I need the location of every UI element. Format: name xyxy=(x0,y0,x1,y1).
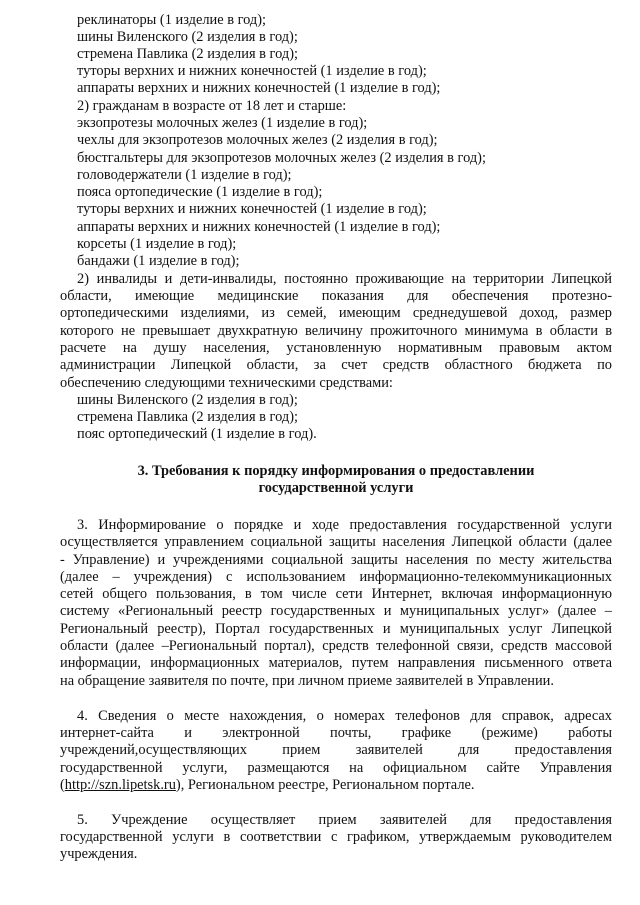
list-item: шины Виленского (2 изделия в год); xyxy=(77,29,298,45)
paragraph-line: государственной услуги, размещаются на официальном сайте Управления xyxy=(60,760,612,776)
paragraph-line: обеспечению следующими техническими средствами: xyxy=(60,375,393,391)
list-item: чехлы для экзопротезов молочных желез (2 изделия в год); xyxy=(77,132,438,148)
paragraph-line: ортопедическими изделиями, из семей, имеющим среднедушевой доход, размер xyxy=(60,305,612,321)
paragraph-line: государственной услуги в соответствии с графиком, утверждаемым руководителем xyxy=(60,829,612,845)
list-item: бандажи (1 изделие в год); xyxy=(77,253,240,269)
paragraph-line: учреждения. xyxy=(60,846,138,862)
paragraph-line: систему «Региональный реестр государственных и муниципальных услуг» (далее – xyxy=(60,603,612,619)
list-item: шины Виленского (2 изделия в год); xyxy=(77,392,298,408)
paragraph-line: которого не превышает двухкратную величину прожиточного минимума в области в xyxy=(60,323,612,339)
paragraph-line: 4. Сведения о месте нахождения, о номерах телефонов для справок, адресах xyxy=(77,708,612,724)
paragraph-line: 2) инвалиды и дети-инвалиды, постоянно проживающие на территории Липецкой xyxy=(77,271,612,287)
list-item: аппараты верхних и нижних конечностей (1 изделие в год); xyxy=(77,219,441,235)
list-item: туторы верхних и нижних конечностей (1 изделие в год); xyxy=(77,201,427,217)
website-link[interactable]: http://szn.lipetsk.ru xyxy=(64,777,176,793)
list-item: головодержатели (1 изделие в год); xyxy=(77,167,292,183)
paragraph-line: 3. Информирование о порядке и ходе предоставления государственной услуги xyxy=(77,517,612,533)
paragraph-line: расчете на душу населения, установленную нормативным правовым актом xyxy=(60,340,612,356)
list-item: пояс ортопедический (1 изделие в год). xyxy=(77,426,317,442)
paragraph-line: 5. Учреждение осуществляет прием заявителей для предоставления xyxy=(77,812,612,828)
paragraph-line: администрации Липецкой области, за счет средств областного бюджета по xyxy=(60,357,612,373)
list-item: реклинаторы (1 изделие в год); xyxy=(77,12,267,28)
paragraph-line: Региональный реестр), Портал государственных и муниципальных услуг Липецкой xyxy=(60,621,612,637)
paragraph-line: осуществляется управлением социальной защиты населения Липецкой области (далее xyxy=(60,534,612,550)
paren-open: ( xyxy=(60,777,65,793)
paragraph-line: - Управление) и учреждениями социальной защиты населения по месту жительства xyxy=(60,552,612,568)
paragraph-line: сетей общего пользования, в том числе сети Интернет, включая информационную xyxy=(60,586,612,602)
list-item: бюстгальтеры для экзопротезов молочных желез (2 изделия в год); xyxy=(77,150,486,166)
list-item: 2) гражданам в возрасте от 18 лет и старше: xyxy=(77,98,347,114)
paragraph-line xyxy=(60,777,475,794)
list-item: пояса ортопедические (1 изделие в год); xyxy=(77,184,323,200)
paragraph-line: информации, информационных материалов, путем направления письменного ответа xyxy=(60,655,612,671)
list-item: корсеты (1 изделие в год); xyxy=(77,236,237,252)
list-item: стремена Павлика (2 изделия в год); xyxy=(77,46,298,62)
paragraph-line: (далее – учреждения) с использованием информационно-телекоммуникационных xyxy=(60,569,612,585)
section-heading: государственной услуги xyxy=(258,480,414,496)
paragraph-line: области, имеющие медицинские показания для обеспечения протезно- xyxy=(60,288,612,304)
paragraph-line: учреждений,осуществляющих прием заявителей для предоставления xyxy=(60,742,612,758)
list-item: туторы верхних и нижних конечностей (1 изделие в год); xyxy=(77,63,427,79)
paragraph-line: на обращение заявителя по почте, при личном приеме заявителей в Управлении. xyxy=(60,673,554,689)
section-heading: 3. Требования к порядку информирования о предоставлении xyxy=(137,463,535,479)
paragraph-line: интернет-сайта и электронной почты, графике (режиме) работы xyxy=(60,725,612,741)
list-item: экзопротезы молочных желез (1 изделие в год); xyxy=(77,115,368,131)
list-item: аппараты верхних и нижних конечностей (1 изделие в год); xyxy=(77,80,441,96)
paragraph-tail: ), Региональном реестре, Региональном портале. xyxy=(175,777,475,793)
list-item: стремена Павлика (2 изделия в год); xyxy=(77,409,298,425)
paragraph-line: области (далее –Региональный портал), средств телефонной связи, средств массовой xyxy=(60,638,612,654)
